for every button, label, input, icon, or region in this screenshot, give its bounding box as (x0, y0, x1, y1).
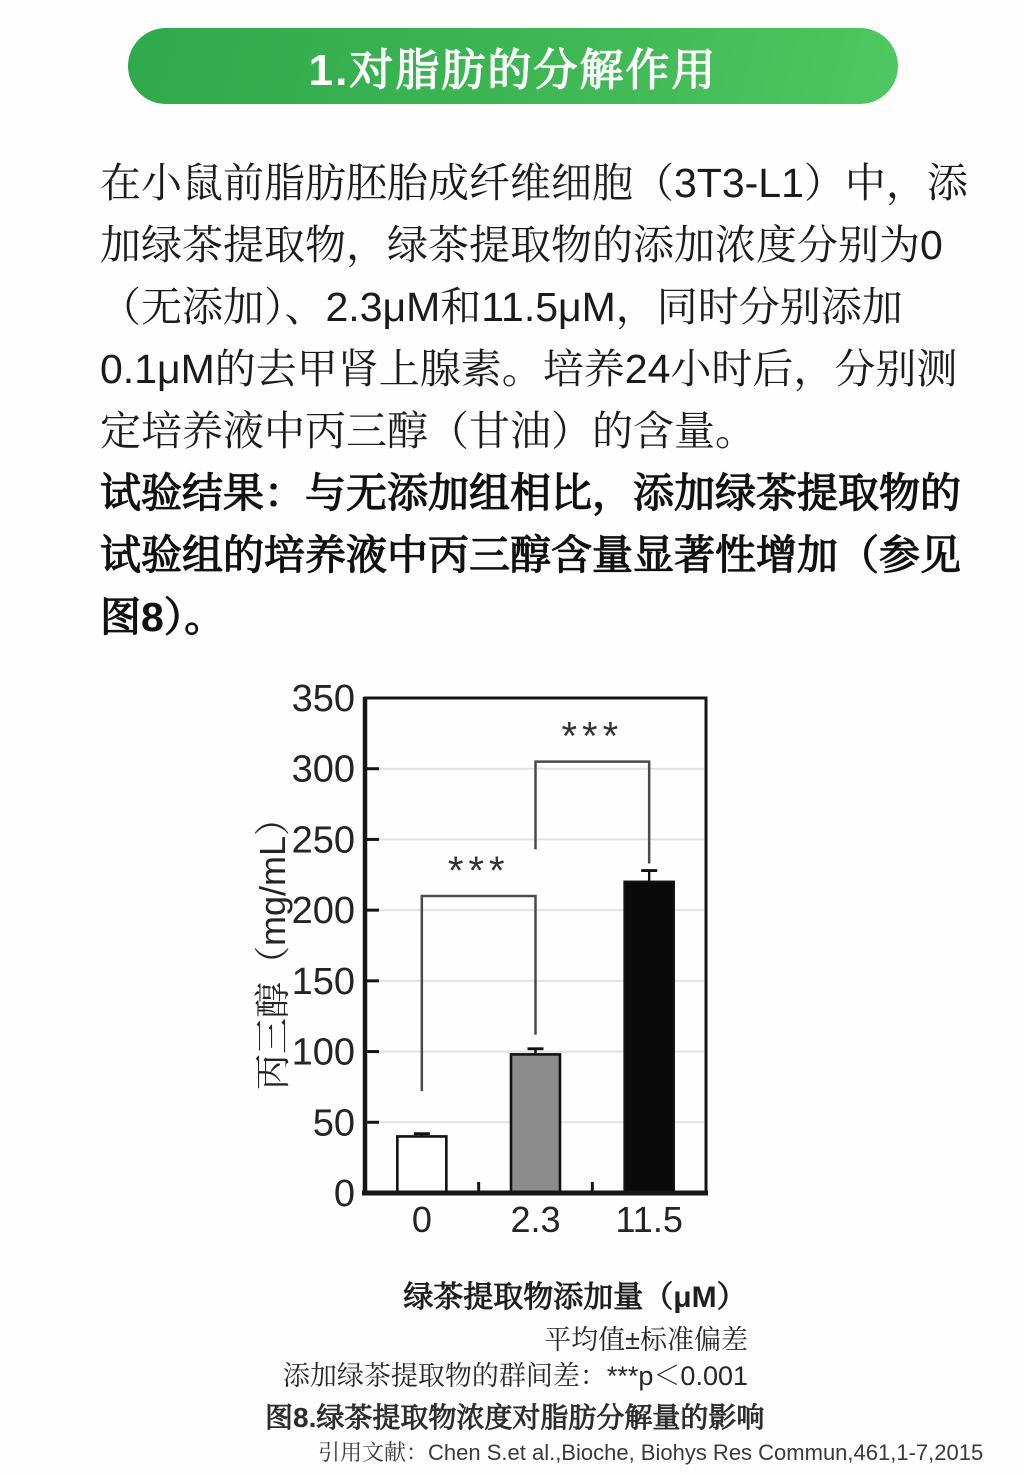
y-axis-label: 丙三醇（mg/mL） (252, 799, 293, 1091)
paragraph-line: （无添加）、2.3μM和11.5μM，同时分别添加 (100, 284, 903, 330)
bar (397, 1136, 446, 1193)
paragraph-line: 定培养液中丙三醇（甘油）的含量。 (100, 408, 756, 454)
bar (511, 1054, 560, 1193)
figure-citation: 引用文献：Chen S.et al.,Bioche, Biohys Res Commun,461,1-7,2015 (318, 1440, 984, 1465)
x-tick-label: 2.3 (510, 1199, 561, 1240)
result-line: 图8）。 (100, 594, 226, 640)
stats-note-mean-sd: 平均值±标准偏差 (544, 1325, 748, 1355)
x-tick-label: 0 (411, 1199, 432, 1240)
paragraph-line: 加绿茶提取物，绿茶提取物的添加浓度分别为0 (100, 222, 943, 268)
result-line: 试验组的培养液中丙三醇含量显著性增加（参见 (100, 532, 961, 578)
paragraph-line: 在小鼠前脂肪胚胎成纤维细胞（3T3-L1）中，添 (100, 160, 968, 206)
y-tick-label: 50 (312, 1102, 355, 1145)
y-tick-label: 200 (291, 890, 355, 933)
significance-stars: *** (561, 714, 624, 759)
y-tick-label: 0 (333, 1173, 355, 1215)
stats-note-pvalue: 添加绿茶提取物的群间差：***p＜0.001 (282, 1361, 748, 1391)
y-tick-label: 150 (291, 960, 355, 1003)
x-tick-label: 11.5 (615, 1199, 683, 1240)
x-axis-title: 绿茶提取物添加量（μM） (403, 1281, 747, 1314)
section-title: 1.对脂肪的分解作用 (308, 46, 718, 95)
paragraph-line: 0.1μM的去甲肾上腺素。培养24小时后，分别测 (100, 346, 958, 392)
section-header-pill (128, 28, 898, 104)
y-tick-label: 350 (291, 678, 355, 720)
y-tick-label: 300 (291, 748, 355, 791)
significance-stars: *** (447, 849, 510, 893)
figure-caption: 图8.绿茶提取物浓度对脂肪分解量的影响 (265, 1402, 765, 1433)
result-line: 试验结果：与无添加组相比，添加绿茶提取物的 (100, 470, 961, 516)
bar (625, 882, 674, 1193)
y-tick-label: 250 (291, 819, 355, 862)
figure8-bar-chart (225, 655, 785, 1267)
y-tick-label: 100 (291, 1031, 355, 1074)
significance-bracket (536, 762, 650, 864)
description-paragraph (100, 152, 968, 648)
